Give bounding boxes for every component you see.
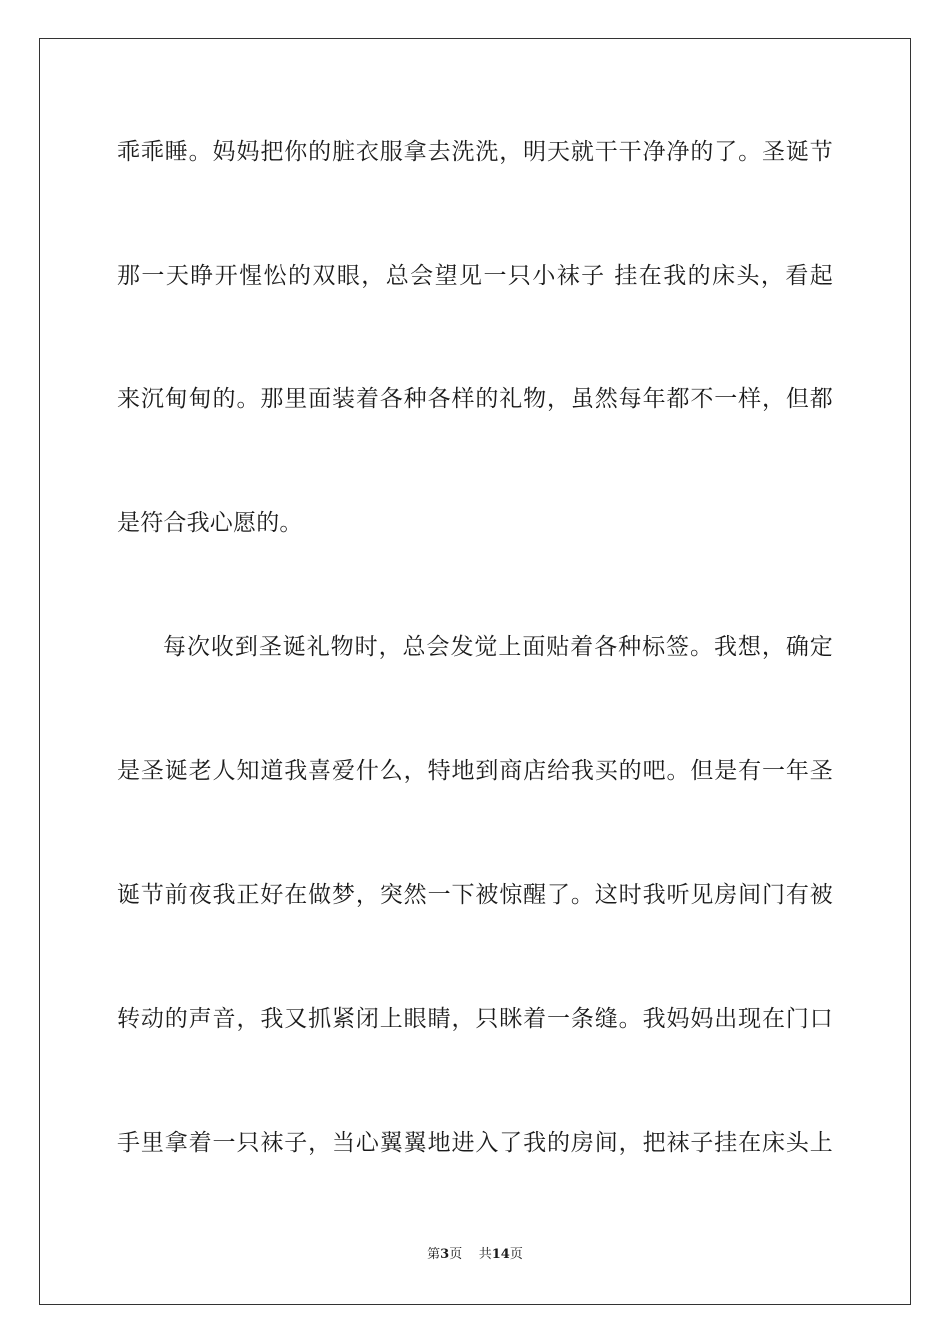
page-number: 3	[440, 1247, 450, 1262]
text-line: 是圣诞老人知道我喜爱什么，特地到商店给我买的吧。但是有一年圣	[117, 758, 833, 784]
text-line: 那一天睁开惺忪的双眼，总会望见一只小袜子 挂在我的床头，看起	[117, 263, 833, 289]
text-line: 是符合我心愿的。	[117, 510, 303, 536]
text-line: 手里拿着一只袜子，当心翼翼地进入了我的房间，把袜子挂在床头上	[117, 1130, 833, 1156]
text-line: 来沉甸甸的。那里面装着各种各样的礼物，虽然每年都不一样，但都	[117, 386, 833, 412]
page-footer	[0, 1246, 950, 1264]
total-pages: 14	[491, 1247, 510, 1262]
text-line: 乖乖睡。妈妈把你的脏衣服拿去洗洗，明天就干干净净的了。圣诞节	[117, 139, 833, 165]
total-prefix: 共	[478, 1247, 492, 1262]
total-suffix: 页	[509, 1247, 523, 1262]
text-line: 转动的声音，我又抓紧闭上眼睛，只眯着一条缝。我妈妈出现在门口	[117, 1006, 833, 1032]
page-prefix: 第	[427, 1247, 441, 1262]
page-border	[39, 38, 911, 1305]
text-line: 诞节前夜我正好在做梦，突然一下被惊醒了。这时我听见房间门有被	[117, 882, 833, 908]
page-suffix: 页	[449, 1247, 463, 1262]
paragraph-first-line: 每次收到圣诞礼物时，总会发觉上面贴着各种标签。我想，确定	[163, 634, 833, 660]
